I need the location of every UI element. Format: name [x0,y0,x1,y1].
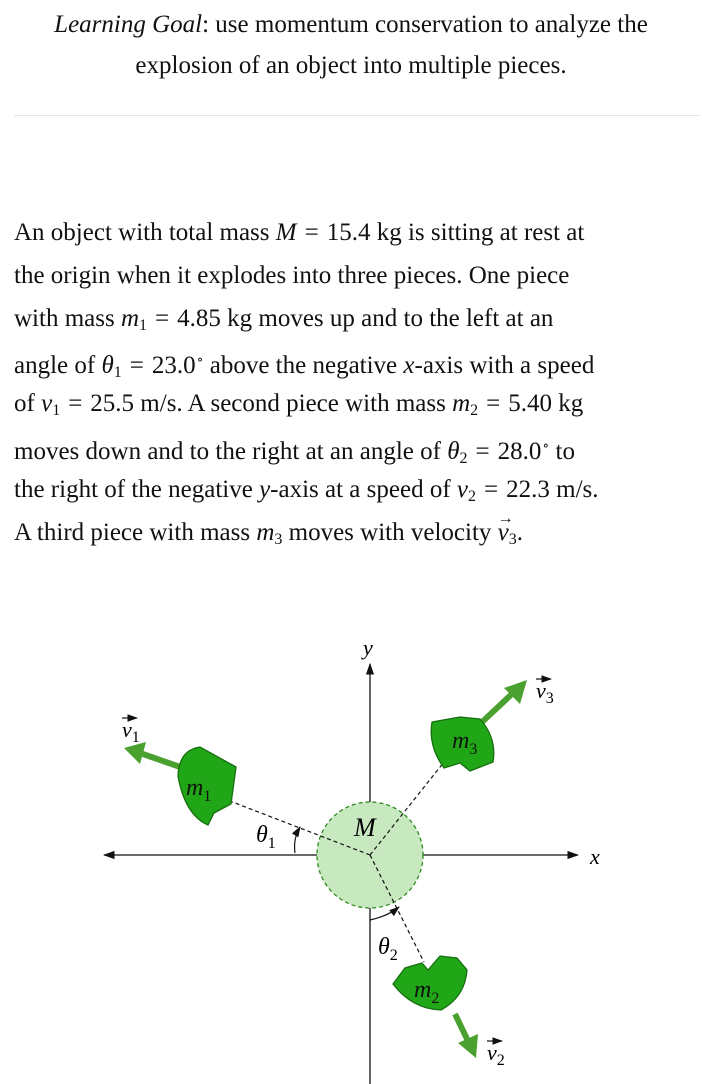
theta1-value: 23.0 [151,352,196,380]
section-divider [14,115,700,116]
y-axis-label: y [363,635,373,660]
theta2-value: 28.0 [497,437,542,465]
v1-subscript: 1 [131,729,140,746]
explosion-diagram [0,620,702,1084]
m2-subscript: 2 [431,990,440,1007]
piece-m2 [393,956,467,1010]
v2-subscript: 2 [496,1052,505,1069]
learning-goal-line-2: explosion of an object into multiple pieces. [135,52,567,79]
problem-statement: An object with total mass M = 15.4 kg is sitting at rest at the origin when it explodes into three pieces. One piece with mass $m_1 = 4.85$ kg moves up and to the left at an angle of $\theta_1 = 23.0^\circ$ above the negative x-axis with a speed of $v_1 = 25.5$ m/s. A second piece with mass $m_2 = 5.40$ kg moves down and to the right at an angle of $\theta_2 = 28.0^\circ$ to the right of the negative y-axis at a speed of $v_2 = 22.3$ m/s. A third piece with mass $m_3$ moves with velocity → $v_3$. [14,212,696,554]
m2-value: 5.40 kg [508,390,584,418]
v2-symbol: v [487,1040,497,1065]
piece-m3 [431,717,494,771]
v3-symbol: v [536,678,546,703]
theta1-label [256,822,276,852]
theta2-label [378,934,398,964]
learning-goal [0,4,702,86]
m1-value: 4.85 kg [177,304,253,332]
theta1-symbol: θ [256,822,268,848]
piece-m1 [178,747,236,825]
v3-arrow [481,680,527,723]
theta2-arc [370,907,399,920]
m1-symbol: m [186,775,204,801]
m1-subscript: 1 [203,788,212,805]
learning-goal-label: Learning Goal [54,11,203,38]
v2-label [487,1040,505,1069]
learning-goal-line-1 [0,4,702,45]
svg-text:v3 [536,678,554,707]
mass-M-label: M [354,813,376,842]
v3-subscript: 3 [545,690,554,707]
v2-value: 22.3 m/s [506,475,593,503]
theta1-subscript: 1 [267,835,276,852]
theta2-symbol: θ [378,934,390,960]
svg-text:v1 [122,717,140,746]
m3-subscript: 3 [469,741,478,758]
m3-symbol: m [452,728,470,754]
v1-value: 25.5 m/s [90,390,177,418]
total-mass-value: 15.4 kg [326,219,402,246]
learning-goal-text-1: : use momentum conservation to analyze the [202,11,648,38]
x-axis-label: x [590,844,600,869]
m2-symbol: m [414,977,432,1003]
v1-symbol: v [122,717,132,742]
theta1-arc [295,827,300,853]
v1-label [122,717,140,746]
v3-label [536,678,554,707]
theta2-subscript: 2 [389,947,398,964]
v2-arrow [455,1014,478,1058]
svg-text:v2 [487,1040,505,1069]
